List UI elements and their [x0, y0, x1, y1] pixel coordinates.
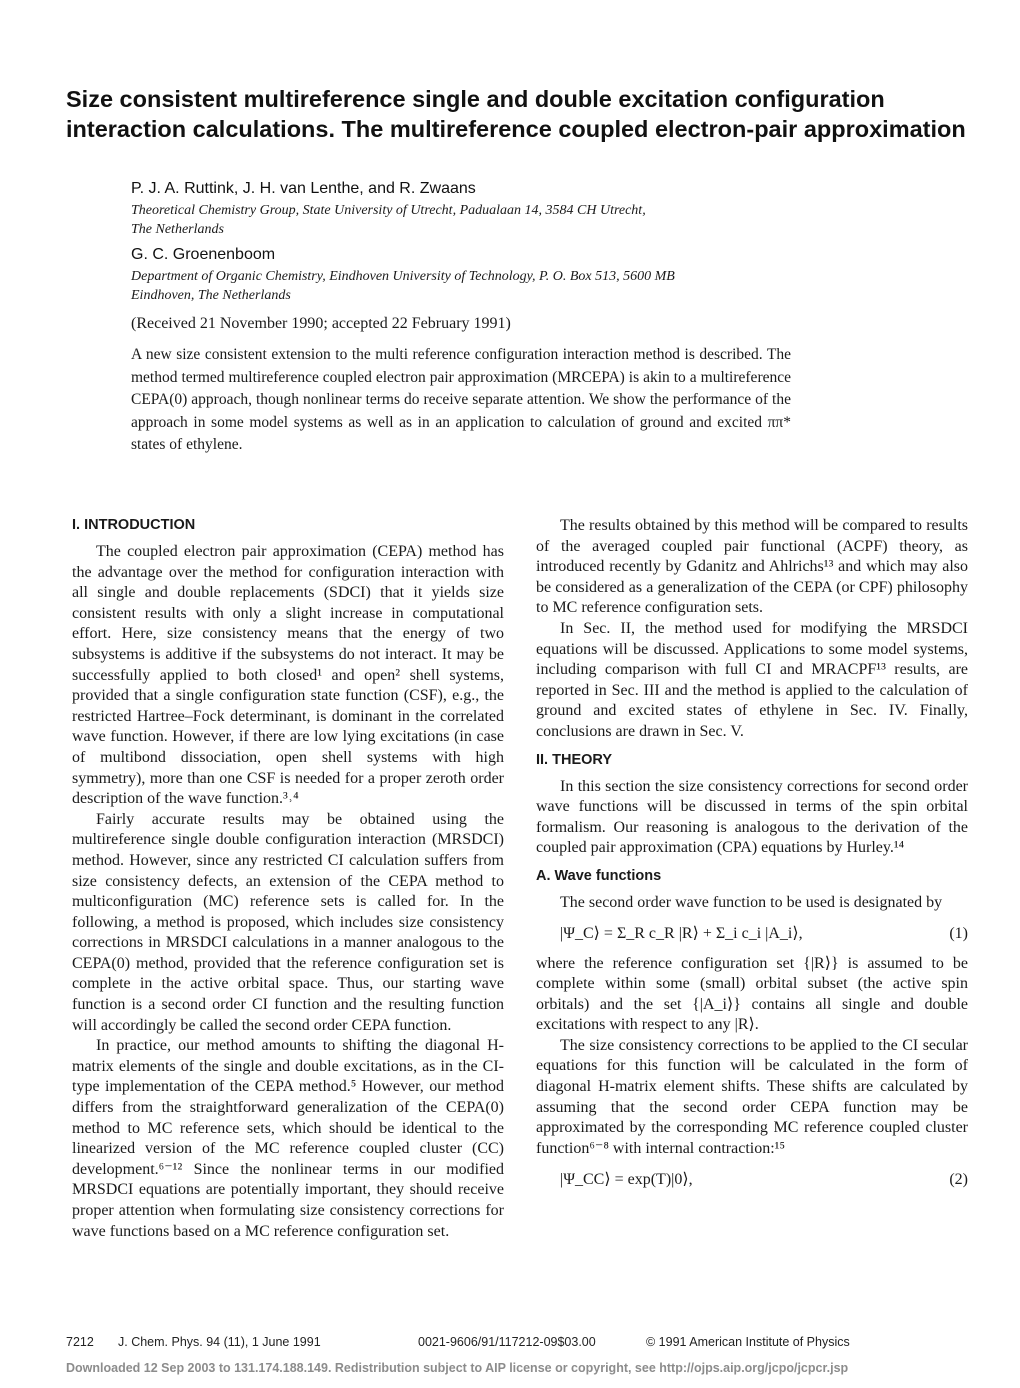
subsection-heading-wave-functions: A. Wave functions	[536, 867, 662, 884]
section-heading-introduction: I. INTRODUCTION	[72, 517, 196, 533]
intro-paragraph-1: The coupled electron pair approximation (CEPA) method has the advantage over the method for configuration interaction with all single and double replacements (SDCI) that it yields size consistent results with only a slight increase in computational effort. Here, size consistency means that the energy of two subsystems is additive if the subsystems do not interact. It may be successfully applied to both closed¹ and open² shell systems, provided that a single configuration state function (CSF), e.g., the restricted Hartree–Fock determinant, is dominant in the correlated wave function. However, if there are low lying excitations (in case of multibond dissociation, open shell systems with high symmetry), more than one CSF is needed for a proper zeroth order description of the wave function.³˒⁴	[72, 543, 504, 808]
affiliation-1-line-2: The Netherlands	[131, 222, 224, 237]
equation-2	[536, 1165, 968, 1195]
authors-group-1: P. J. A. Ruttink, J. H. van Lenthe, and R. Zwaans	[131, 180, 476, 197]
paper-title: Size consistent multireference single and double excitation configuration interaction calculations. The multireference coupled electron-pair approximation	[66, 86, 966, 142]
equation-1-number: (1)	[949, 925, 968, 943]
intro-paragraph-2: Fairly accurate results may be obtained using the multireference single double configuration interaction (MRSDCI) method. However, since any restricted CI calculation suffers from size consistency defects, an extension of the CEPA method to multiconfiguration (MC) reference sets is called for. In the following, a method is proposed, which includes size consistency corrections in MRSDCI calculations in a manner analogous to the CEPA(0) method, provided that the reference configuration set is complete in the active orbital space. Thus, our starting wave function is a second order CI function and the resulting function will accordingly be called the second order CEPA function.	[72, 810, 504, 1034]
right-column	[536, 516, 968, 1199]
received-dates: (Received 21 November 1990; accepted 22 February 1991)	[131, 315, 511, 332]
equation-2-expression: |Ψ_CC⟩ = exp(T)|0⟩,	[560, 1171, 693, 1189]
equation-1-expression: |Ψ_C⟩ = Σ_R c_R |R⟩ + Σ_i c_i |A_i⟩,	[560, 925, 803, 943]
affiliation-2-line-2: Eindhoven, The Netherlands	[131, 288, 291, 303]
page-number: 7212	[66, 1335, 94, 1349]
article-code: 0021-9606/91/117212-09$03.00	[418, 1335, 596, 1349]
affiliation-1-line-1: Theoretical Chemistry Group, State University of Utrecht, Padualaan 14, 3584 CH Utrecht,	[131, 203, 646, 218]
intro-paragraph-5: In Sec. II, the method used for modifying the MRSDCI equations will be discussed. Applications to some model systems, including comparison with full CI and MRACPF¹³ results, are reported in Sec. III and the method is applied to the calculation of ground and excited states of ethylene in Sec. IV. Finally, conclusions are drawn in Sec. V.	[536, 619, 968, 740]
authors-group-2: G. C. Groenenboom	[131, 246, 276, 263]
intro-paragraph-3: In practice, our method amounts to shifting the diagonal H-matrix elements of the single and double excitations, as in the CI-type implementation of the CEPA method.⁵ However, our method differs from the straightforward generalization of the CEPA(0) method to MC reference sets, which should be identical to the linearized version of the MC reference coupled cluster (CC) development.⁶⁻¹² Since the nonlinear terms in our modified MRSDCI equations are potentially important, they should receive proper attention when formulating size consistency corrections for wave functions based on a MC reference configuration set.	[72, 1037, 504, 1240]
equation-1	[536, 920, 968, 950]
copyright-notice: © 1991 American Institute of Physics	[646, 1335, 850, 1349]
wave-functions-paragraph-2: where the reference configuration set {|R⟩} is assumed to be complete within some (small) orbital subset (the active spin orbitals) and the set {|A_i⟩} contains all single and double excitations with respect to any |R⟩.	[536, 954, 968, 1034]
abstract: A new size consistent extension to the multi reference configuration interaction method is described. The method termed multireference coupled electron pair approximation (MRCEPA) is akin to a multireference CEPA(0) approach, though nonlinear terms do receive separate attention. We show the performance of the approach in some model systems as well as in an application to calculation of ground and excited ππ* states of ethylene.	[131, 346, 791, 453]
wave-functions-paragraph-1: The second order wave function to be used is designated by	[560, 893, 943, 911]
section-heading-theory: II. THEORY	[536, 751, 612, 768]
equation-2-number: (2)	[949, 1171, 968, 1189]
journal-citation: J. Chem. Phys. 94 (11), 1 June 1991	[118, 1335, 321, 1349]
intro-paragraph-4: The results obtained by this method will be compared to results of the averaged coupled pair functional (ACPF) theory, as introduced recently by Gdanitz and Ahlrichs¹³ and which may also be considered as a generalization of the CEPA (or CPF) philosophy to MC reference configuration sets.	[536, 517, 968, 617]
affiliation-2-line-1: Department of Organic Chemistry, Eindhoven University of Technology, P. O. Box 513, 5600 MB	[131, 269, 675, 284]
download-notice: Downloaded 12 Sep 2003 to 131.174.188.149. Redistribution subject to AIP license or copyright, see http://ojps.aip.org/jcpo/jcpcr.jsp	[66, 1361, 849, 1375]
left-column	[72, 516, 504, 1242]
theory-paragraph-1: In this section the size consistency corrections for second order wave functions will be discussed in terms of the spin orbital formalism. Our reasoning is analogous to the derivation of the coupled pair approximation (CPA) equations by Hurley.¹⁴	[536, 777, 968, 857]
wave-functions-paragraph-3: The size consistency corrections to be applied to the CI secular equations for this function will be calculated in the form of diagonal H-matrix element shifts. These shifts are calculated by assuming that the second order CEPA function may be approximated by the corresponding MC reference coupled cluster function⁶⁻⁸ with internal contraction:¹⁵	[536, 1036, 968, 1157]
